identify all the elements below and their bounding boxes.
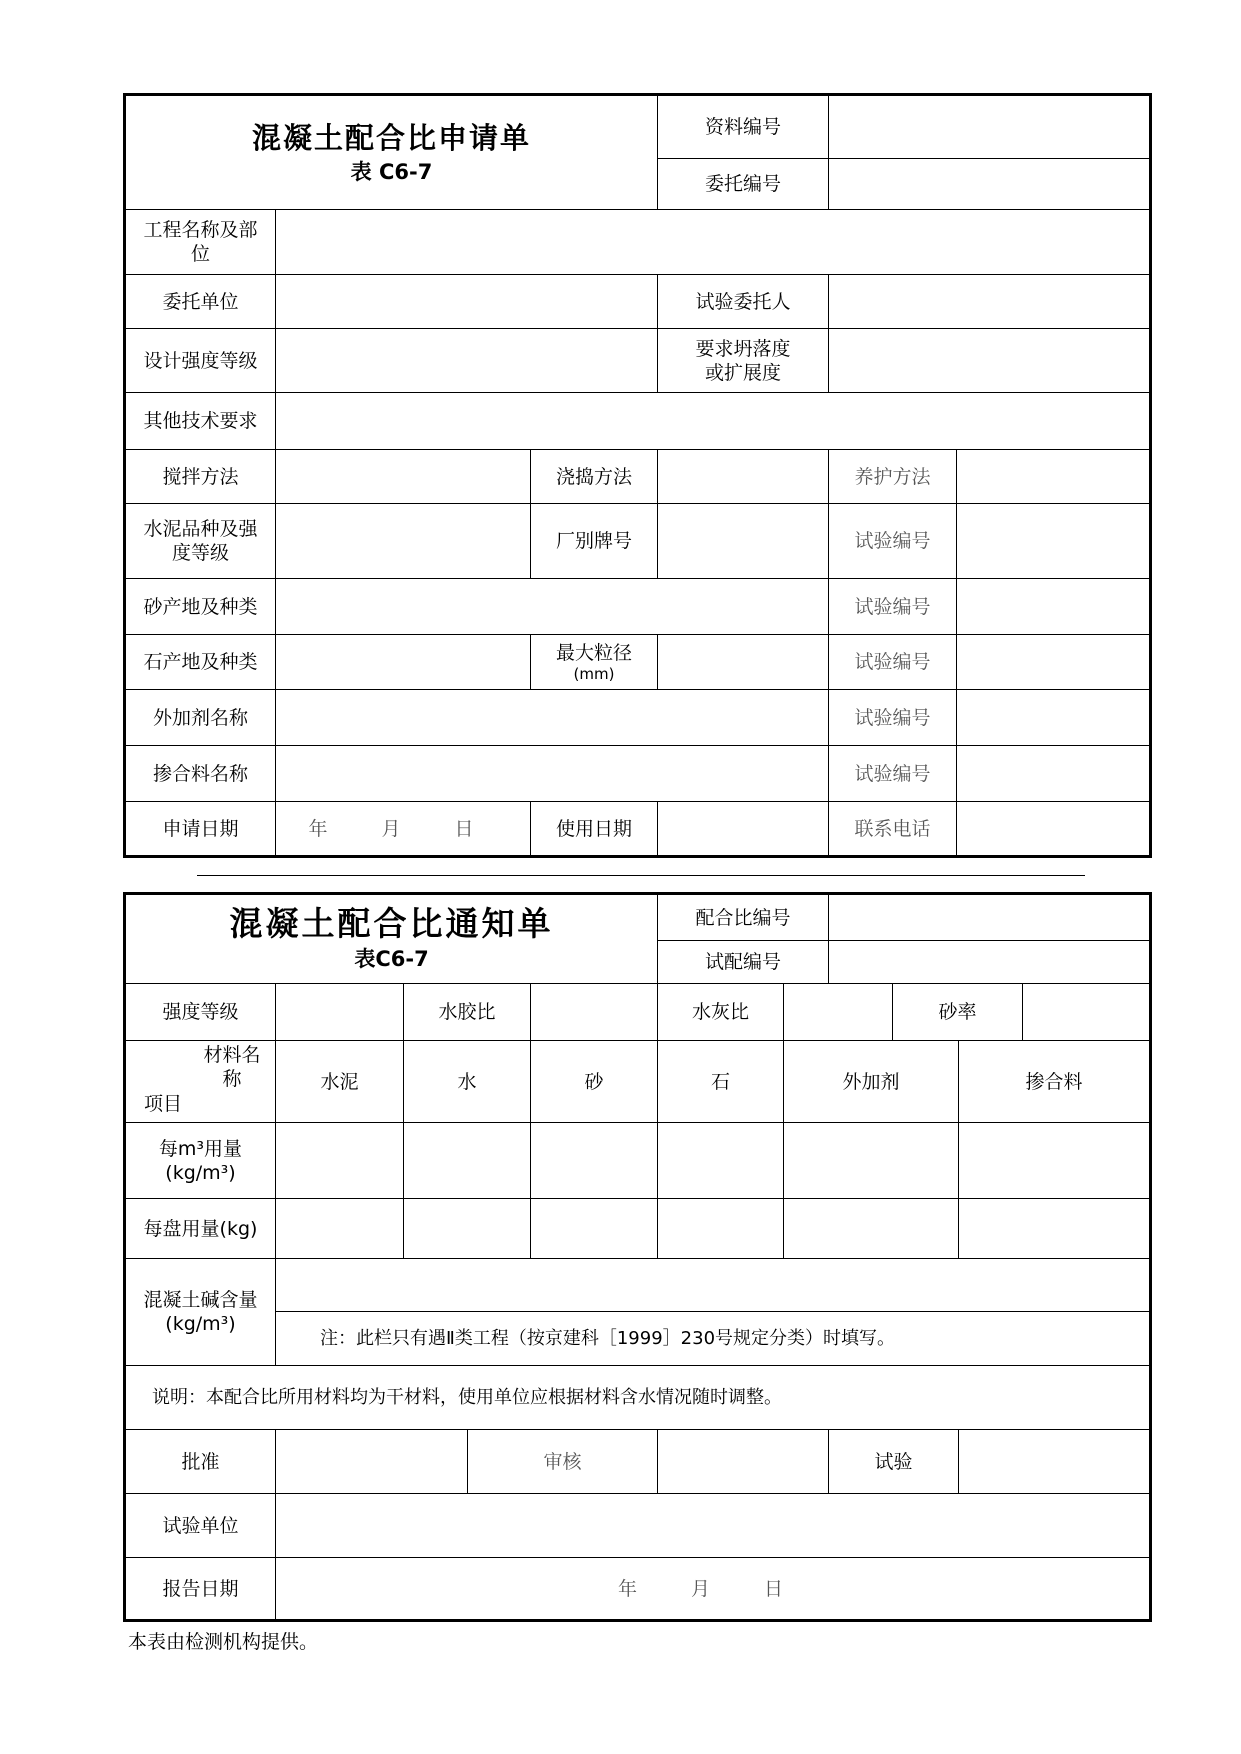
- mix-no-field[interactable]: [829, 894, 1151, 941]
- wc-ratio-field[interactable]: [784, 984, 893, 1041]
- mixing-method-label: 搅拌方法: [125, 450, 276, 504]
- material-header-admixture: 外加剂: [784, 1041, 959, 1123]
- addition-label: 掺合料名称: [125, 746, 276, 802]
- stone-field[interactable]: [276, 635, 531, 690]
- stone-test-no-label: 试验编号: [829, 635, 957, 690]
- sand-test-no-field[interactable]: [957, 579, 1151, 635]
- per-batch-stone[interactable]: [658, 1199, 784, 1259]
- sand-label: 砂产地及种类: [125, 579, 276, 635]
- trial-no-label: 试配编号: [658, 941, 829, 984]
- addition-field[interactable]: [276, 746, 829, 802]
- design-strength-field[interactable]: [276, 329, 658, 393]
- alkali-label-cell: [125, 1259, 276, 1366]
- curing-method-field[interactable]: [957, 450, 1151, 504]
- review-label: 审核: [468, 1430, 658, 1494]
- notice-title: 混凝土配合比通知单: [229, 904, 554, 943]
- binder-ratio-label: 水胶比: [404, 984, 531, 1041]
- client-unit-field[interactable]: [276, 275, 658, 329]
- data-no-field[interactable]: [829, 95, 1151, 159]
- material-header-stone: 石: [658, 1041, 784, 1123]
- stone-label: 石产地及种类: [125, 635, 276, 690]
- notice-subtitle: 表C6-7: [354, 947, 429, 971]
- curing-method-label: 养护方法: [829, 450, 957, 504]
- pouring-method-field[interactable]: [658, 450, 829, 504]
- per-batch-addition[interactable]: [959, 1199, 1151, 1259]
- mixing-method-field[interactable]: [276, 450, 531, 504]
- cement-field[interactable]: [276, 504, 531, 579]
- alkali-note: 注：此栏只有遇Ⅱ类工程（按京建科［1999］230号规定分类）时填写。: [276, 1312, 1151, 1366]
- per-m3-stone[interactable]: [658, 1123, 784, 1199]
- admixture-field[interactable]: [276, 690, 829, 746]
- sand-field[interactable]: [276, 579, 829, 635]
- data-no-label: 资料编号: [658, 95, 829, 159]
- material-header-water: 水: [404, 1041, 531, 1123]
- addition-test-no-label: 试验编号: [829, 746, 957, 802]
- project-field[interactable]: [276, 210, 1151, 275]
- per-m3-addition[interactable]: [959, 1123, 1151, 1199]
- phone-label: 联系电话: [829, 802, 957, 857]
- per-m3-unit: (kg/m³): [165, 1161, 236, 1184]
- manufacturer-label: 厂别牌号: [531, 504, 658, 579]
- max-size-unit: (mm): [573, 665, 615, 683]
- explanation: 说明：本配合比所用材料均为干材料，使用单位应根据材料含水情况随时调整。: [125, 1366, 1151, 1430]
- per-m3-admixture[interactable]: [784, 1123, 959, 1199]
- material-item-header: [125, 1041, 276, 1123]
- footer-note: 本表由检测机构提供。: [128, 1631, 319, 1653]
- client-unit-label: 委托单位: [125, 275, 276, 329]
- admixture-test-no-field[interactable]: [957, 690, 1151, 746]
- per-m3-label: 每m³用量: [158, 1137, 243, 1160]
- alkali-field[interactable]: [276, 1259, 1151, 1312]
- test-unit-label: 试验单位: [125, 1494, 276, 1558]
- stone-test-no-field[interactable]: [957, 635, 1151, 690]
- application-title: 混凝土配合比申请单: [252, 120, 532, 155]
- addition-test-no-field[interactable]: [957, 746, 1151, 802]
- cement-test-no-field[interactable]: [957, 504, 1151, 579]
- alkali-label: 混凝土碱含量: [143, 1289, 258, 1311]
- slump-label: 要求坍落度或扩展度: [658, 329, 829, 393]
- sand-ratio-field[interactable]: [1023, 984, 1151, 1041]
- alkali-unit: (kg/m³): [165, 1313, 236, 1335]
- strength-field[interactable]: [276, 984, 404, 1041]
- notice-title-block: [125, 894, 658, 984]
- material-header-addition: 掺合料: [959, 1041, 1151, 1123]
- sand-test-no-label: 试验编号: [829, 579, 957, 635]
- review-field[interactable]: [658, 1430, 829, 1494]
- cement-label: 水泥品种及强度等级: [125, 504, 276, 579]
- approve-field[interactable]: [276, 1430, 468, 1494]
- entrust-no-label: 委托编号: [658, 159, 829, 210]
- max-size-label-cell: [531, 635, 658, 690]
- approve-label: 批准: [125, 1430, 276, 1494]
- cement-test-no-label: 试验编号: [829, 504, 957, 579]
- application-title-block: [125, 95, 658, 210]
- test-label: 试验: [829, 1430, 959, 1494]
- test-field[interactable]: [959, 1430, 1151, 1494]
- project-label: 工程名称及部位: [125, 210, 276, 275]
- design-strength-label: 设计强度等级: [125, 329, 276, 393]
- wc-ratio-label: 水灰比: [658, 984, 784, 1041]
- apply-date-label: 申请日期: [125, 802, 276, 857]
- test-client-label: 试验委托人: [658, 275, 829, 329]
- per-batch-label: 每盘用量(kg): [125, 1199, 276, 1259]
- mix-no-label: 配合比编号: [658, 894, 829, 941]
- per-m3-cement[interactable]: [276, 1123, 404, 1199]
- item-label: 项目: [144, 1093, 183, 1115]
- slump-field[interactable]: [829, 329, 1151, 393]
- max-size-label: 最大粒径: [556, 642, 633, 664]
- separator-line: [197, 875, 1085, 876]
- use-date-label: 使用日期: [531, 802, 658, 857]
- report-date-label: 报告日期: [125, 1558, 276, 1621]
- use-date-field[interactable]: [658, 802, 829, 857]
- test-client-field[interactable]: [829, 275, 1151, 329]
- manufacturer-field[interactable]: [658, 504, 829, 579]
- report-date-field[interactable]: 年 月 日: [276, 1558, 1151, 1621]
- max-size-field[interactable]: [658, 635, 829, 690]
- sand-ratio-label: 砂率: [893, 984, 1023, 1041]
- material-header-sand: 砂: [531, 1041, 658, 1123]
- material-name-label: 材料名称: [203, 1044, 261, 1090]
- application-form: [123, 93, 1152, 858]
- trial-no-field[interactable]: [829, 941, 1151, 984]
- material-header-cement: 水泥: [276, 1041, 404, 1123]
- application-subtitle: 表 C6-7: [350, 159, 433, 184]
- other-req-label: 其他技术要求: [125, 393, 276, 450]
- per-batch-admixture[interactable]: [784, 1199, 959, 1259]
- other-req-field[interactable]: [276, 393, 1151, 450]
- binder-ratio-field[interactable]: [531, 984, 658, 1041]
- admixture-test-no-label: 试验编号: [829, 690, 957, 746]
- per-batch-cement[interactable]: [276, 1199, 404, 1259]
- phone-field[interactable]: [957, 802, 1151, 857]
- strength-label: 强度等级: [125, 984, 276, 1041]
- test-unit-field[interactable]: [276, 1494, 1151, 1558]
- pouring-method-label: 浇捣方法: [531, 450, 658, 504]
- notice-form: [123, 892, 1152, 1622]
- per-m3-water[interactable]: [404, 1123, 531, 1199]
- per-batch-water[interactable]: [404, 1199, 531, 1259]
- per-m3-label-cell: [125, 1123, 276, 1199]
- per-batch-sand[interactable]: [531, 1199, 658, 1259]
- per-m3-sand[interactable]: [531, 1123, 658, 1199]
- entrust-no-field[interactable]: [829, 159, 1151, 210]
- apply-date-field[interactable]: 年 月 日: [276, 802, 531, 857]
- admixture-label: 外加剂名称: [125, 690, 276, 746]
